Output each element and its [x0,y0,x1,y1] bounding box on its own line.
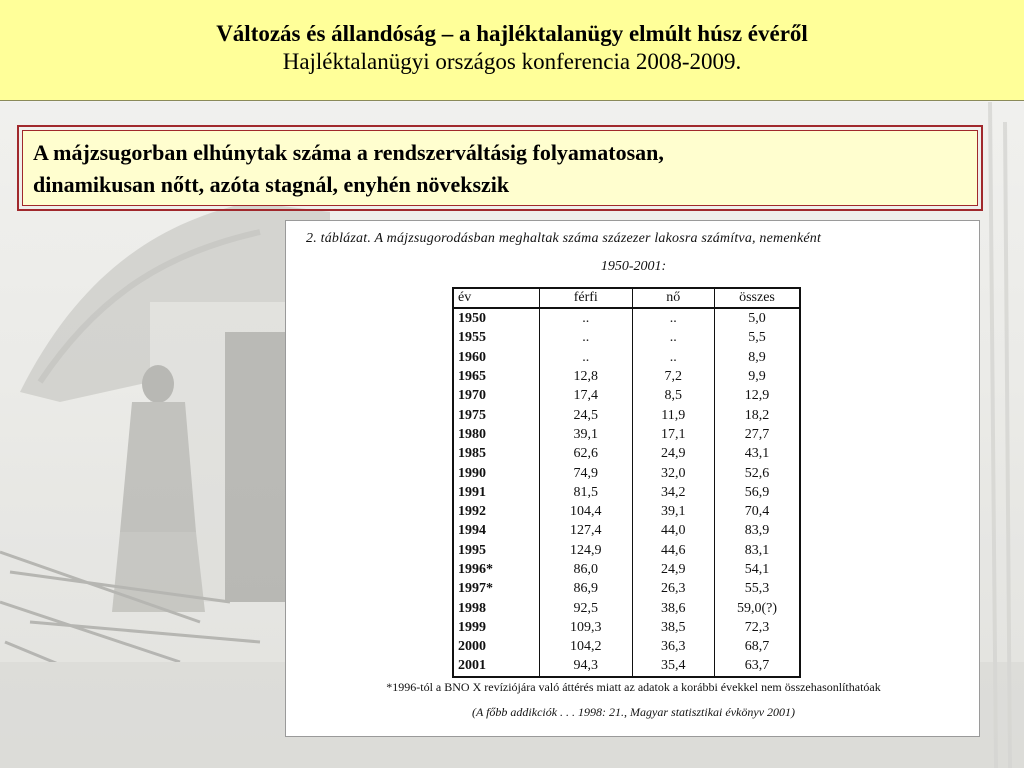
cell-total: 9,9 [748,369,766,385]
cell-year: 1998 [453,598,539,617]
table-row [453,637,800,656]
table-source: (A főbb addikciók . . . 1998: 21., Magyar statisztikai évkönyv 2001) [471,705,796,719]
cell-male: 17,4 [539,386,632,405]
cell-male: .. [539,328,632,347]
column-header-year: év [453,288,539,308]
cell-female: 7,2 [632,367,714,386]
cell-male: 104,4 [539,502,632,521]
cell-female: 35,4 [632,656,714,676]
table-row [453,618,800,637]
slide-title: Változás és állandóság – a hajléktalanügy elmúlt húsz évéről [216,21,808,46]
cell-total: 83,9 [744,523,770,539]
cell-female: 26,3 [632,579,714,598]
column-header-total: összes [714,288,800,308]
cell-year: 1955 [453,328,539,347]
table-row [453,348,800,367]
cell-male: 12,8 [539,367,632,386]
cell-female: 8,5 [632,386,714,405]
cell-total: 43,1 [744,446,770,462]
cell-female: 24,9 [632,560,714,579]
cell-total: 56,9 [744,484,770,500]
cell-female: 38,5 [632,618,714,637]
cell-female: .. [632,308,714,328]
cell-total: 5,5 [748,330,766,346]
cell-male: 104,2 [539,637,632,656]
cell-female: 32,0 [632,463,714,482]
cell-total: 83,1 [744,542,770,558]
cell-female: 17,1 [632,425,714,444]
cell-male: 92,5 [539,598,632,617]
cell-year: 1960 [453,348,539,367]
cell-total: 54,1 [744,562,770,577]
table-row [453,425,800,444]
cell-year: 1991 [453,483,539,502]
table-row [453,579,800,598]
table-row [453,656,800,676]
cell-female: 38,6 [632,598,714,617]
table-caption: 2. táblázat. A májzsugorodásban meghaltak száma százezer lakosra számítva, nemenként [306,231,822,246]
cell-year: 1996* [453,560,539,579]
cell-year: 1985 [453,444,539,463]
table-footnote: *1996-tól a BNO X revíziójára való áttérés miatt az adatok a korábbi évekkel nem összehasonlíthatóak [386,680,881,694]
slide-subtitle: Hajléktalanügyi országos konferencia 2008-2009. [282,49,742,74]
cell-year: 1970 [453,386,539,405]
cell-year: 1992 [453,502,539,521]
cell-total: 55,3 [744,581,770,597]
cell-total: 68,7 [744,639,770,655]
cell-total: 18,2 [744,407,770,423]
table-row [453,367,800,386]
cell-year: 1980 [453,425,539,444]
table-row [453,405,800,424]
callout-line-1: A májzsugorban elhúnytak száma a rendszerváltásig folyamatosan, [33,140,664,165]
cell-male: .. [539,348,632,367]
table-row [453,483,800,502]
table-row [453,328,800,347]
callout-text [22,130,978,206]
cell-total: 59,0(?) [736,600,778,616]
cell-total: 5,0 [748,311,766,327]
table-year-range: 1950-2001: [600,259,667,274]
cell-female: .. [632,328,714,347]
cell-male: 109,3 [539,618,632,637]
cell-year: 1990 [453,463,539,482]
cell-female: 11,9 [632,405,714,424]
table-row [453,444,800,463]
table-header-row [453,288,800,308]
cell-year: 2001 [453,656,539,676]
cell-female: 24,9 [632,444,714,463]
table-row [453,560,800,579]
table-body [453,308,800,677]
table-row [453,463,800,482]
cell-female: .. [632,348,714,367]
cell-year: 1950 [453,308,539,328]
cell-male: 74,9 [539,463,632,482]
cell-male: 86,0 [539,560,632,579]
cell-year: 2000 [453,637,539,656]
cell-total: 8,9 [748,349,766,365]
cell-male: 127,4 [539,521,632,540]
cell-female: 39,1 [632,502,714,521]
cell-female: 44,0 [632,521,714,540]
cell-year: 1997* [453,579,539,598]
cell-male: 62,6 [539,444,632,463]
cell-total: 70,4 [744,504,770,520]
callout-line-2: dinamikusan nőtt, azóta stagnál, enyhén növekszik [33,172,510,197]
cell-male: 81,5 [539,483,632,502]
column-header-female: nő [632,288,714,308]
cell-male: .. [539,308,632,328]
table-row [453,521,800,540]
scanned-table-image [285,220,980,737]
table-row [453,502,800,521]
cell-male: 24,5 [539,405,632,424]
cell-year: 1994 [453,521,539,540]
cell-male: 94,3 [539,656,632,676]
column-header-male: férfi [539,288,632,308]
cell-male: 124,9 [539,541,632,560]
cell-total: 72,3 [744,619,770,635]
table-row [453,386,800,405]
callout-box [17,125,983,211]
cell-year: 1965 [453,367,539,386]
table-row [453,598,800,617]
cell-female: 44,6 [632,541,714,560]
cell-female: 34,2 [632,483,714,502]
cell-female: 36,3 [632,637,714,656]
slide-header [0,0,1024,101]
cell-male: 86,9 [539,579,632,598]
mortality-table [452,287,801,678]
cell-total: 27,7 [744,426,770,442]
table-row [453,308,800,328]
cell-male: 39,1 [539,425,632,444]
cell-total: 12,9 [744,388,770,404]
table-row [453,541,800,560]
cell-year: 1995 [453,541,539,560]
cell-total: 63,7 [744,658,770,674]
cell-year: 1975 [453,405,539,424]
cell-year: 1999 [453,618,539,637]
cell-total: 52,6 [744,465,770,481]
